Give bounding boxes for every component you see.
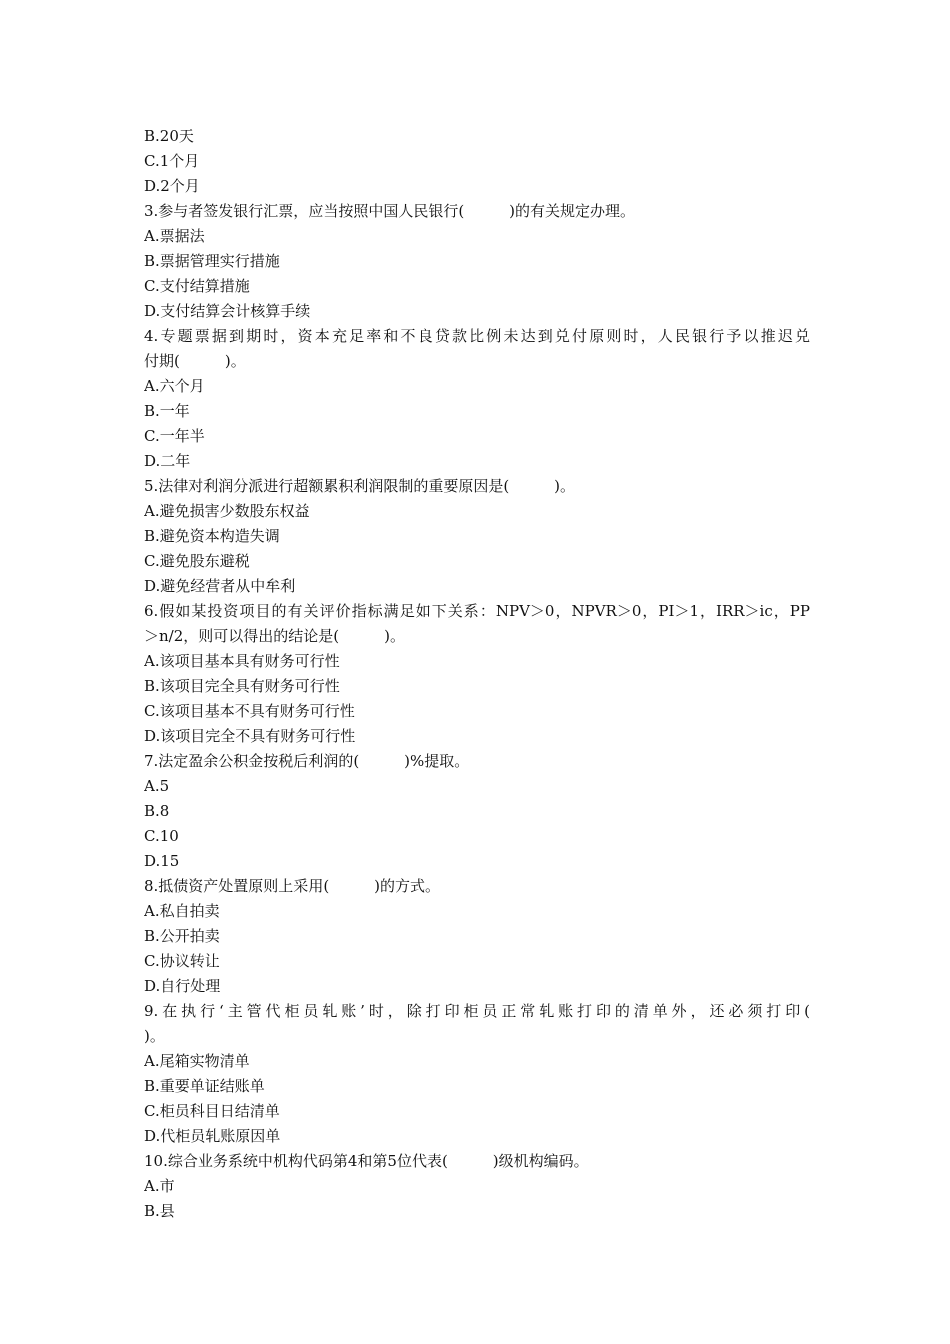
option-line: A.市 [144, 1177, 175, 1195]
option-line: A.私自拍卖 [144, 902, 220, 920]
option-line: B.避免资本构造失调 [144, 527, 280, 545]
option-line: B.县 [144, 1202, 175, 1220]
question-line: 5.法律对利润分派进行超额累积利润限制的重要原因是( )。 [144, 477, 576, 495]
option-line: C.协议转让 [144, 952, 220, 970]
option-line: D.自行处理 [144, 977, 221, 995]
question-line: )。 [144, 1027, 165, 1045]
option-line: C.10 [144, 827, 179, 845]
option-line: C.该项目基本不具有财务可行性 [144, 702, 355, 720]
option-line: A.尾箱实物清单 [144, 1052, 250, 1070]
question-line: 9.在执行‘主管代柜员轧账’时，除打印柜员正常轧账打印的清单外，还必须打印( [144, 1002, 810, 1020]
option-line: B.公开拍卖 [144, 927, 220, 945]
option-line: A.避免损害少数股东权益 [144, 502, 310, 520]
option-line: B.8 [144, 802, 170, 820]
option-line: C.柜员科目日结清单 [144, 1102, 280, 1120]
option-line: D.代柜员轧账原因单 [144, 1127, 281, 1145]
option-line: A.六个月 [144, 377, 205, 395]
option-line: D.该项目完全不具有财务可行性 [144, 727, 356, 745]
option-line: D.支付结算会计核算手续 [144, 302, 311, 320]
option-line: C.1个月 [144, 152, 200, 170]
question-line: 7.法定盈余公积金按税后利润的( )%提取。 [144, 752, 470, 770]
question-line: 3.参与者签发银行汇票，应当按照中国人民银行( )的有关规定办理。 [144, 202, 636, 220]
option-line: B.20天 [144, 127, 194, 145]
option-line: A.5 [144, 777, 170, 795]
question-line: 10.综合业务系统中机构代码第4和第5位代表( )级机构编码。 [144, 1152, 589, 1170]
option-line: B.一年 [144, 402, 190, 420]
option-line: B.重要单证结账单 [144, 1077, 265, 1095]
question-line: ＞n/2，则可以得出的结论是( )。 [144, 627, 405, 645]
document-page [144, 124, 810, 1224]
option-line: D.避免经营者从中牟利 [144, 577, 296, 595]
option-line: D.二年 [144, 452, 191, 470]
option-line: B.票据管理实行措施 [144, 252, 280, 270]
question-line: 8.抵债资产处置原则上采用( )的方式。 [144, 877, 441, 895]
option-line: D.15 [144, 852, 180, 870]
question-line: 4.专题票据到期时，资本充足率和不良贷款比例未达到兑付原则时，人民银行予以推迟兑 [144, 327, 810, 345]
option-line: C.支付结算措施 [144, 277, 250, 295]
option-line: A.票据法 [144, 227, 205, 245]
option-line: A.该项目基本具有财务可行性 [144, 652, 340, 670]
option-line: C.一年半 [144, 427, 205, 445]
option-line: D.2个月 [144, 177, 200, 195]
option-line: B.该项目完全具有财务可行性 [144, 677, 340, 695]
option-line: C.避免股东避税 [144, 552, 250, 570]
question-line: 付期( )。 [144, 352, 246, 370]
question-line: 6.假如某投资项目的有关评价指标满足如下关系：NPV＞0，NPVR＞0，PI＞1，IRR＞ic，PP [144, 602, 810, 620]
